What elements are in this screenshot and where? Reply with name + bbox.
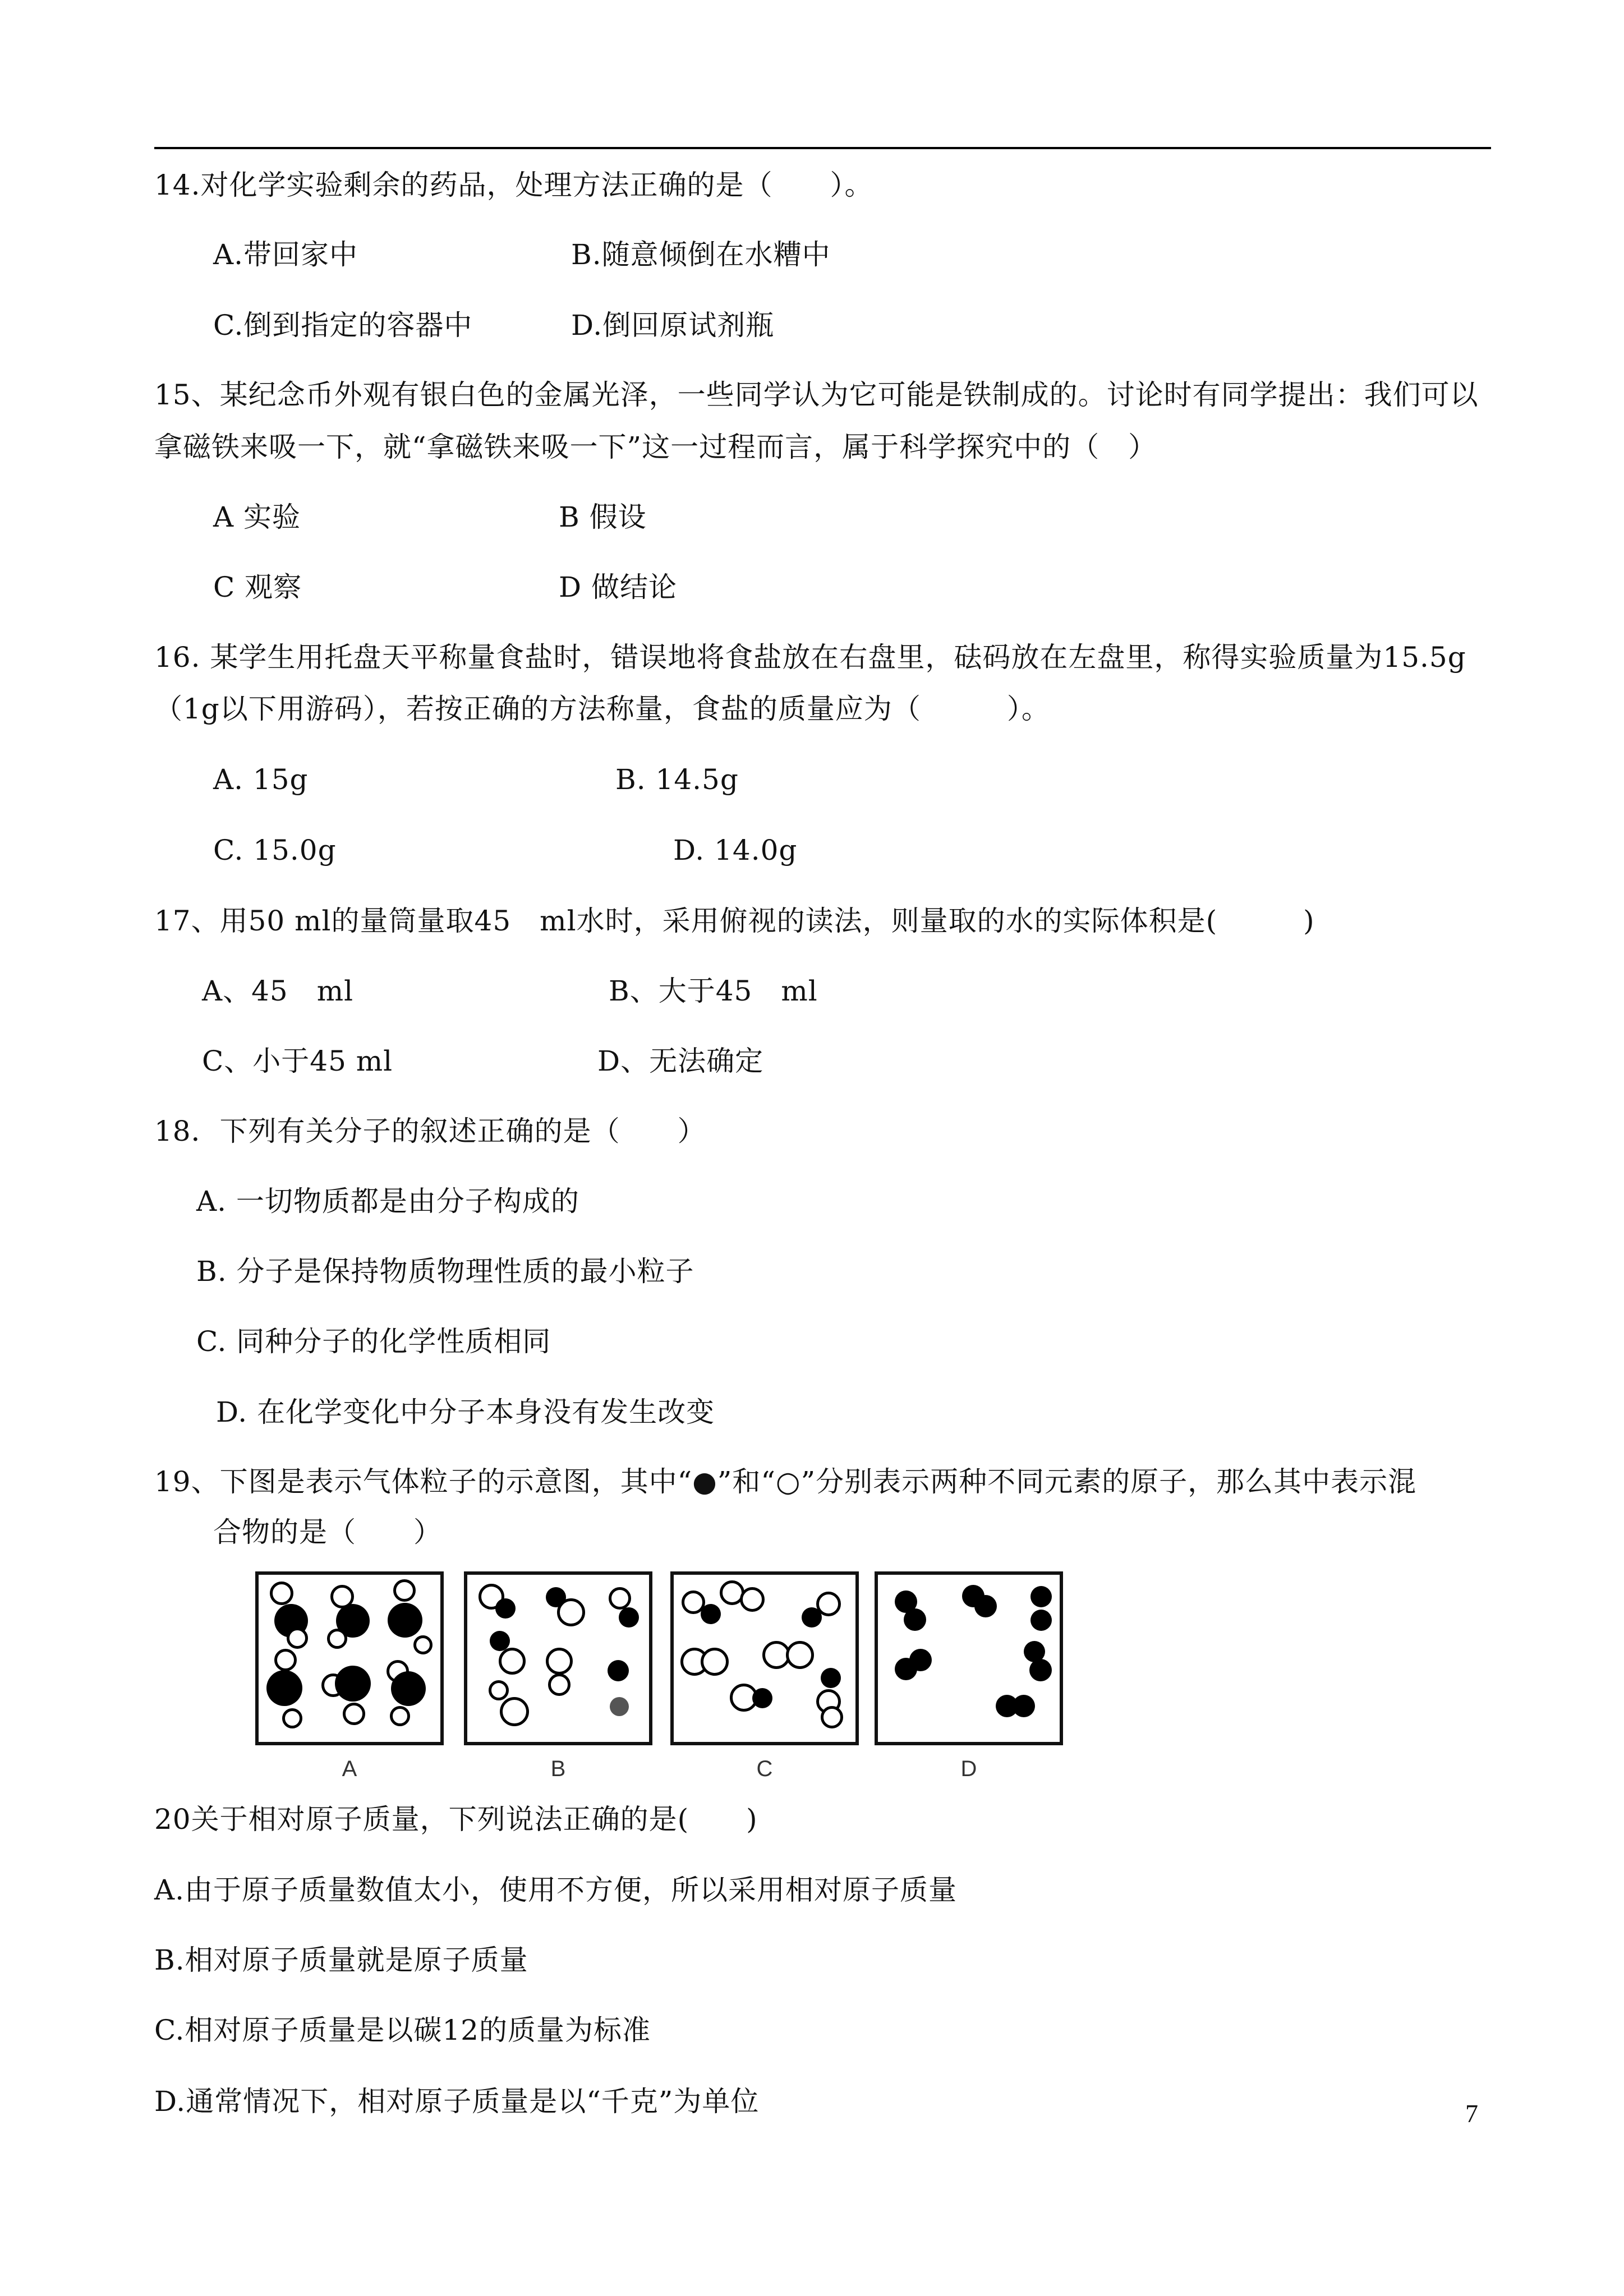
black-atom	[701, 1604, 721, 1624]
black-atom	[909, 1649, 932, 1671]
q20-option-c: C.相对原子质量是以碳12的质量为标准	[154, 2014, 651, 2046]
q15-stem-line2: 拿磁铁来吸一下，就“拿磁铁来吸一下”这一过程而言，属于科学探究中的（ ）	[154, 431, 1157, 463]
q16-option-c: C. 15.0g	[213, 834, 337, 866]
white-atom	[327, 1629, 347, 1649]
q17-stem: 17、用50 ml的量筒量取45 ml水时，采用俯视的读法，则量取的水的实际体积是( )	[154, 905, 1315, 937]
q15-option-a: A 实验	[213, 501, 301, 533]
q16-option-a: A. 15g	[213, 763, 309, 796]
black-atom	[1029, 1659, 1052, 1681]
q15-option-c: C 观察	[213, 571, 302, 603]
black-atom	[495, 1598, 516, 1619]
black-atom	[608, 1660, 629, 1681]
q14-option-a: A.带回家中	[213, 238, 358, 271]
black-atom	[335, 1666, 371, 1702]
particle-box-b	[464, 1571, 652, 1745]
black-atom	[821, 1668, 841, 1688]
white-atom	[499, 1648, 526, 1675]
black-atom	[752, 1688, 772, 1708]
black-atom	[1030, 1610, 1052, 1631]
q17-option-a: A、45 ml	[202, 975, 354, 1007]
q16-stem-line2: （1g以下用游码），若按正确的方法称量，食盐的质量应为（ ）。	[154, 693, 1050, 725]
figure-label-b: B	[550, 1756, 566, 1781]
white-atom	[786, 1641, 814, 1669]
figure-label-d: D	[960, 1756, 977, 1781]
white-atom	[548, 1673, 571, 1696]
q14-option-d: D.倒回原试剂瓶	[571, 309, 775, 342]
white-atom	[270, 1582, 293, 1605]
q20-stem: 20关于相对原子质量，下列说法正确的是( )	[154, 1803, 758, 1836]
q19-particle-figure	[255, 1571, 1074, 1790]
figure-label-a: A	[342, 1756, 357, 1781]
q16-stem-line1: 16. 某学生用托盘天平称量食盐时，错误地将食盐放在右盘里，砝码放在左盘里，称得实验质量为15.5g	[154, 641, 1466, 674]
white-atom	[557, 1598, 585, 1626]
q18-option-a: A. 一切物质都是由分子构成的	[196, 1185, 579, 1218]
q18-option-b: B. 分子是保持物质物理性质的最小粒子	[196, 1255, 694, 1288]
white-atom	[701, 1648, 729, 1676]
particle-box-d	[875, 1571, 1063, 1745]
white-atom	[740, 1587, 765, 1612]
q15-stem-line1: 15、某纪念币外观有银白色的金属光泽，一些同学认为它可能是铁制成的。讨论时有同学提出：我们可以	[154, 379, 1479, 411]
figure-label-c: C	[756, 1756, 773, 1781]
white-atom	[546, 1648, 573, 1675]
black-atom	[388, 1603, 422, 1638]
white-atom	[609, 1587, 631, 1610]
white-atom	[821, 1706, 843, 1728]
q16-option-b: B. 14.5g	[615, 763, 739, 796]
q20-option-a: A.由于原子质量数值太小，使用不方便，所以采用相对原子质量	[154, 1874, 958, 1906]
black-atom	[1030, 1586, 1052, 1607]
white-atom	[274, 1649, 297, 1671]
header-rule	[154, 147, 1491, 149]
white-atom	[816, 1592, 841, 1616]
white-atom	[489, 1680, 509, 1700]
q17-option-d: D、无法确定	[597, 1045, 764, 1077]
q14-option-b: B.随意倾倒在水糟中	[571, 238, 831, 271]
particle-box-a	[255, 1571, 444, 1745]
black-atom	[904, 1608, 926, 1631]
page-number: 7	[1465, 2099, 1478, 2128]
black-atom	[266, 1670, 302, 1706]
white-atom	[500, 1697, 529, 1726]
q18-option-c: C. 同种分子的化学性质相同	[196, 1325, 551, 1358]
q18-option-d: D. 在化学变化中分子本身没有发生改变	[216, 1396, 715, 1428]
white-atom	[343, 1703, 365, 1725]
white-atom	[390, 1706, 410, 1726]
white-atom	[282, 1708, 302, 1728]
q16-option-d: D. 14.0g	[673, 834, 798, 866]
black-atom	[974, 1595, 997, 1617]
particle-box-c	[670, 1571, 859, 1745]
q14-option-c: C.倒到指定的容器中	[213, 309, 473, 342]
q15-option-d: D 做结论	[559, 571, 677, 603]
q17-option-b: B、大于45 ml	[609, 975, 818, 1007]
black-atom	[1013, 1695, 1035, 1717]
white-atom	[393, 1579, 416, 1602]
q17-option-c: C、小于45 ml	[202, 1045, 393, 1077]
black-atom	[619, 1607, 639, 1628]
white-atom	[413, 1635, 433, 1654]
q19-stem-line2: 合物的是（ ）	[213, 1516, 442, 1548]
black-atom	[610, 1697, 629, 1716]
q15-option-b: B 假设	[559, 501, 647, 533]
black-atom	[391, 1671, 426, 1706]
q18-stem: 18．下列有关分子的叙述正确的是（ ）	[154, 1115, 706, 1147]
q20-option-b: B.相对原子质量就是原子质量	[154, 1944, 528, 1976]
q20-option-d: D.通常情况下，相对原子质量是以“千克”为单位	[154, 2085, 760, 2118]
q19-stem-line1: 19、下图是表示气体粒子的示意图，其中“●”和“○”分别表示两种不同元素的原子，那么其中表示混	[154, 1465, 1417, 1498]
q14-stem: 14.对化学实验剩余的药品，处理方法正确的是（ ）。	[154, 169, 873, 201]
white-atom	[287, 1628, 308, 1649]
